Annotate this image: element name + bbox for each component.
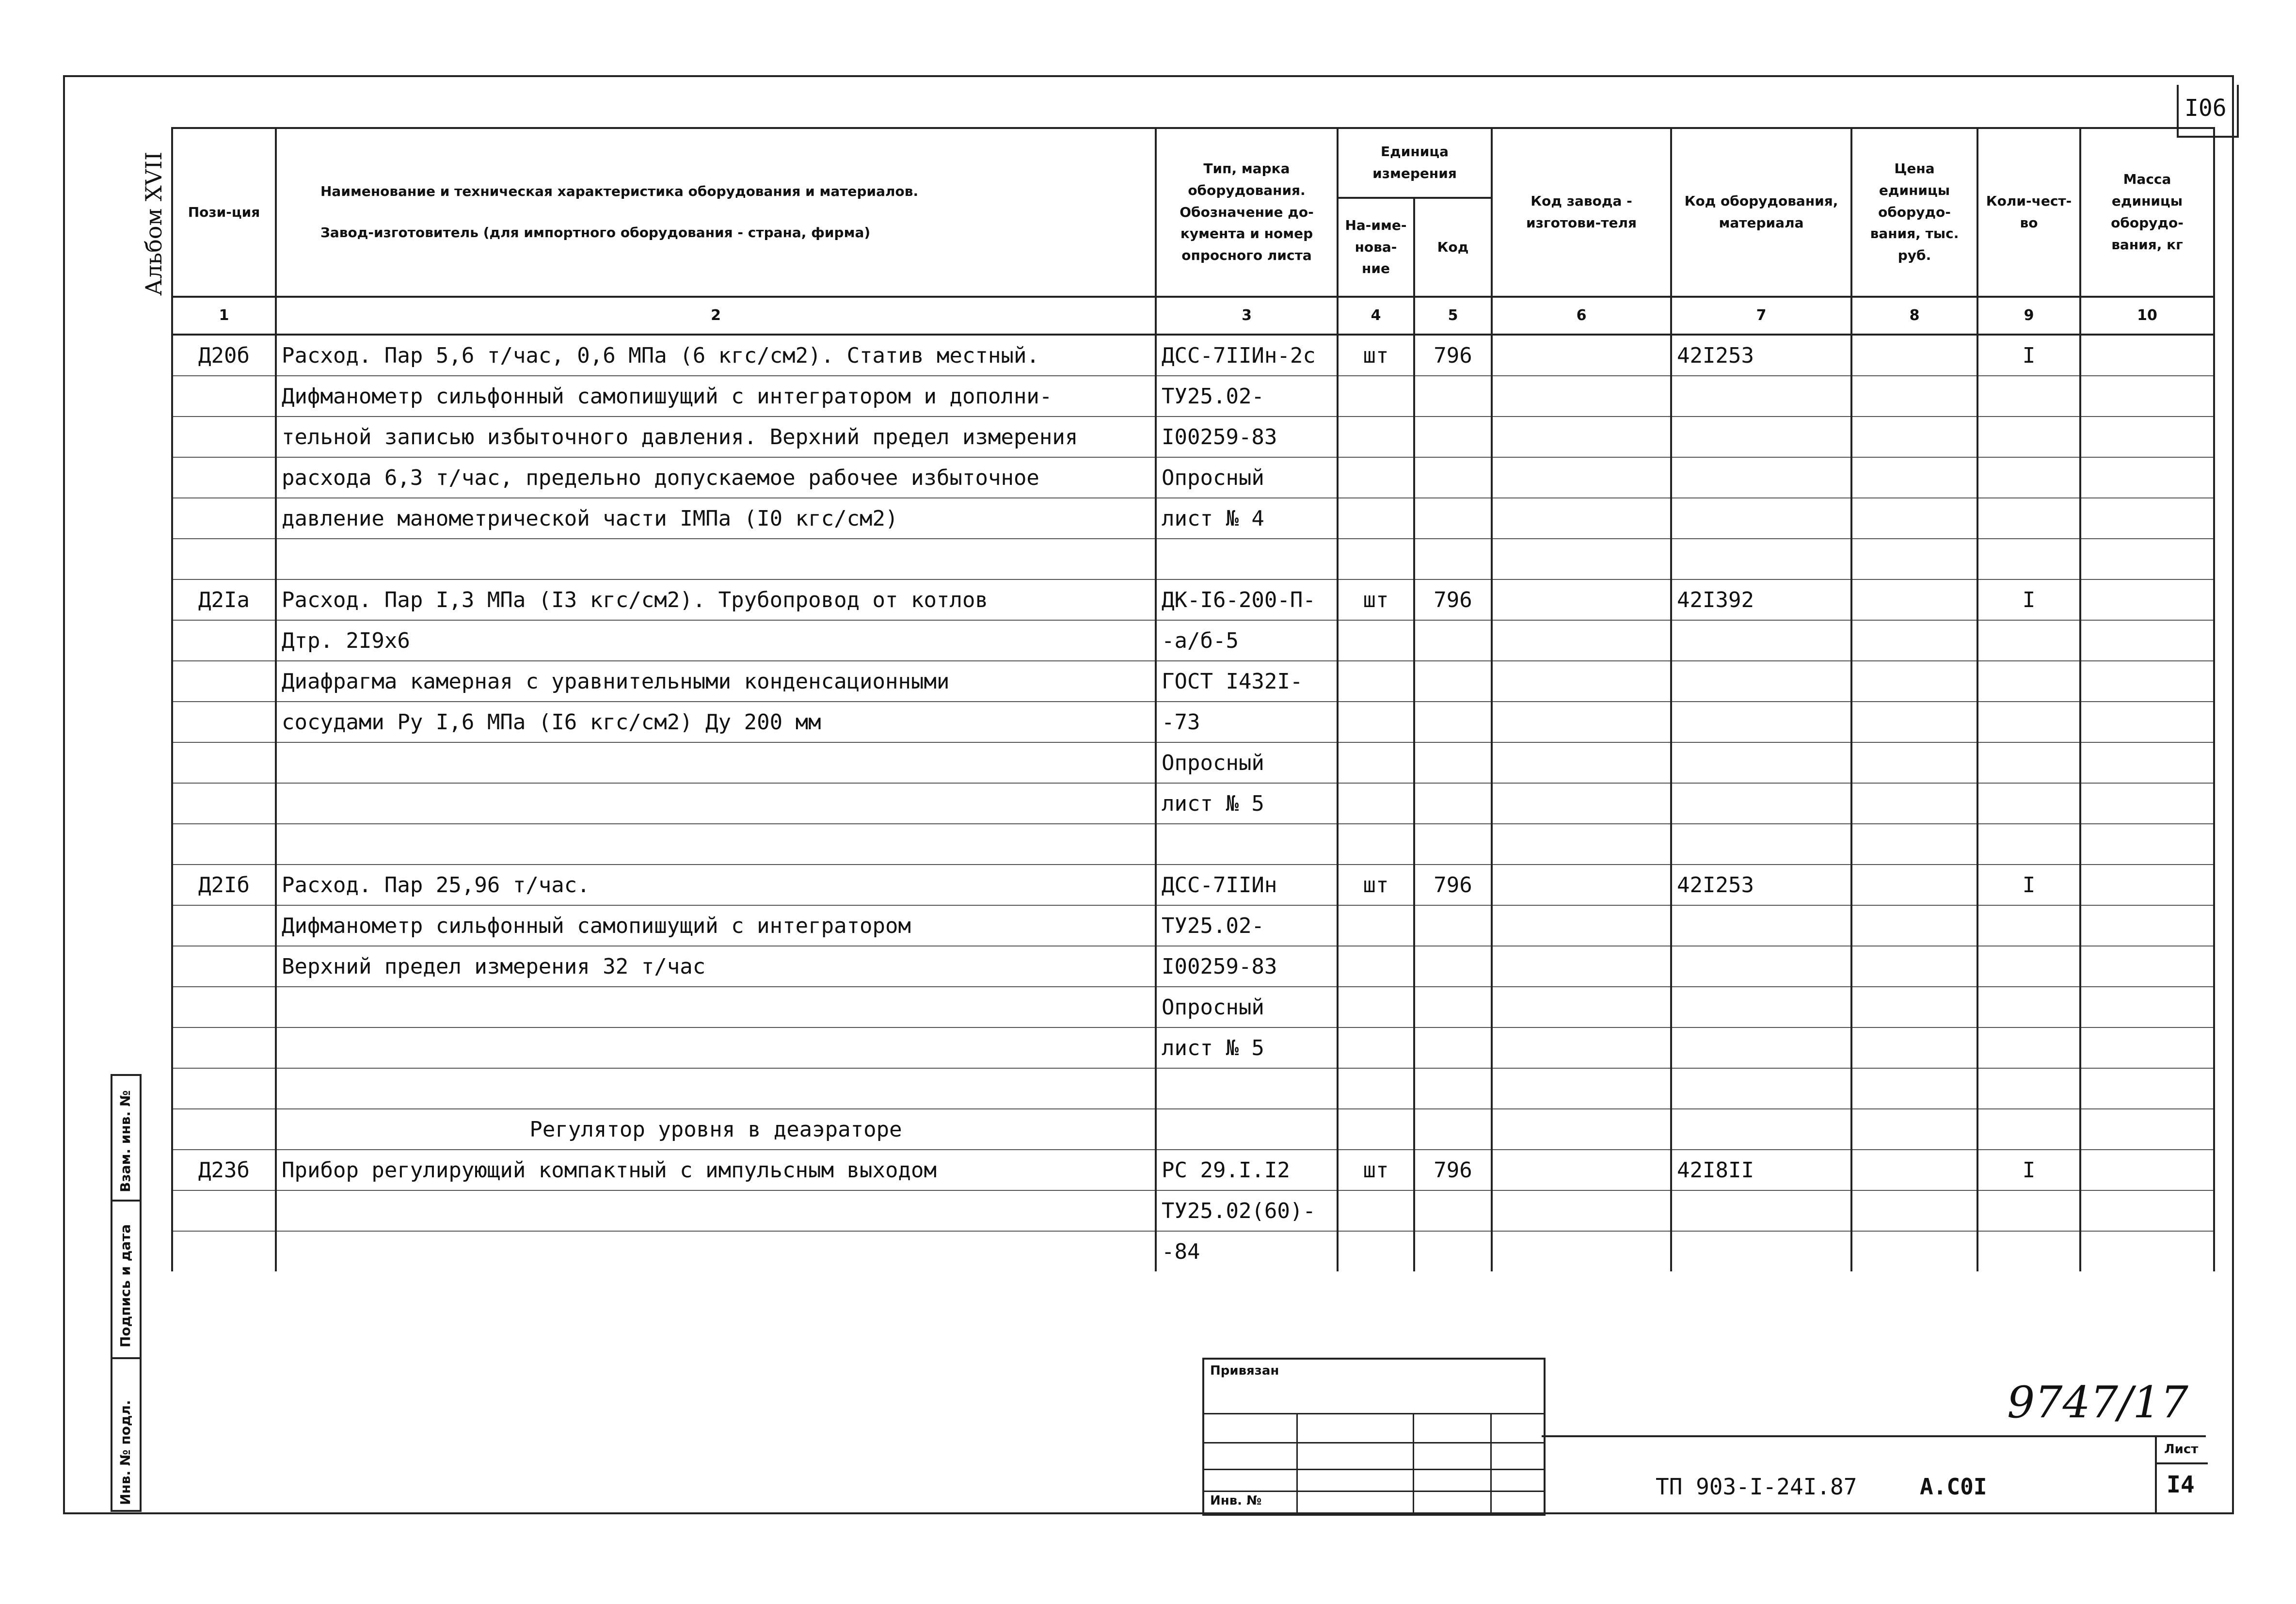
cell-5: [1414, 824, 1492, 865]
cell-4: [1338, 1109, 1414, 1150]
cell-5: 796: [1414, 579, 1492, 620]
cell-2: Регулятор уровня в деаэраторе: [276, 1109, 1156, 1150]
table-row: [172, 702, 2214, 742]
cell-2: Расход. Пар 5,6 т/час, 0,6 МПа (6 кгс/см2). Статив местный.: [276, 335, 1156, 376]
cell-4: [1338, 742, 1414, 783]
col-number: 2: [276, 297, 1156, 335]
cell-8: [1851, 905, 1977, 946]
cell-8: [1851, 1190, 1977, 1231]
cell-8: [1851, 661, 1977, 702]
cell-10: [2080, 824, 2214, 865]
cell-6: [1492, 1190, 1671, 1231]
cell-8: [1851, 335, 1977, 376]
cell-3: [1156, 824, 1338, 865]
col-number: 1: [172, 297, 276, 335]
cell-6: [1492, 417, 1671, 457]
cell-5: [1414, 783, 1492, 824]
table-row: [172, 1109, 2214, 1150]
cell-2: [276, 539, 1156, 579]
cell-3: ТУ25.02-: [1156, 376, 1338, 417]
cell-5: [1414, 457, 1492, 498]
col-number: 9: [1977, 297, 2080, 335]
cell-4: шт: [1338, 335, 1414, 376]
table-row: [172, 987, 2214, 1027]
table-row: [172, 824, 2214, 865]
cell-7: [1671, 742, 1851, 783]
cell-1: [172, 1190, 276, 1231]
cell-3: ДСС-7IIИн-2с: [1156, 335, 1338, 376]
col-number: 7: [1671, 297, 1851, 335]
table-row: [172, 539, 2214, 579]
cell-10: [2080, 1027, 2214, 1068]
cell-9: [1977, 1190, 2080, 1231]
cell-6: [1492, 783, 1671, 824]
cell-8: [1851, 498, 1977, 539]
cell-5: [1414, 905, 1492, 946]
cell-8: [1851, 376, 1977, 417]
cell-1: [172, 1109, 276, 1150]
cell-8: [1851, 987, 1977, 1027]
cell-9: [1977, 498, 2080, 539]
cell-5: [1414, 376, 1492, 417]
cell-3: -73: [1156, 702, 1338, 742]
cell-10: [2080, 661, 2214, 702]
cell-2: [276, 1231, 1156, 1271]
cell-3: [1156, 1109, 1338, 1150]
cell-8: [1851, 417, 1977, 457]
table-row: [172, 946, 2214, 987]
privyazan-label: Привязан: [1210, 1363, 1279, 1378]
cell-1: [172, 1027, 276, 1068]
cell-9: [1977, 824, 2080, 865]
table-row: [172, 1027, 2214, 1068]
cell-7: [1671, 702, 1851, 742]
cell-3: -84: [1156, 1231, 1338, 1271]
side-label-vzam: Взам. инв. №: [117, 1090, 133, 1192]
cell-7: [1671, 620, 1851, 661]
cell-7: [1671, 457, 1851, 498]
album-label: [141, 152, 167, 296]
cell-2: [276, 783, 1156, 824]
header-unit-code: Код: [1414, 198, 1492, 297]
cell-1: [172, 905, 276, 946]
header-qty: Коли-чест-во: [1977, 128, 2080, 297]
cell-2: Расход. Пар I,3 МПа (I3 кгс/см2). Трубопровод от котлов: [276, 579, 1156, 620]
cell-2: [276, 987, 1156, 1027]
col-number: 8: [1851, 297, 1977, 335]
sheet-box: [2155, 1437, 2208, 1514]
cell-9: [1977, 987, 2080, 1027]
cell-6: [1492, 1109, 1671, 1150]
cell-8: [1851, 946, 1977, 987]
cell-5: [1414, 417, 1492, 457]
cell-5: [1414, 1027, 1492, 1068]
cell-4: [1338, 620, 1414, 661]
cell-7: [1671, 417, 1851, 457]
column-number-row: [172, 297, 2214, 335]
table-row: [172, 1190, 2214, 1231]
cell-9: I: [1977, 579, 2080, 620]
cell-7: [1671, 1027, 1851, 1068]
cell-3: Опросный: [1156, 742, 1338, 783]
cell-2: [276, 1027, 1156, 1068]
cell-10: [2080, 946, 2214, 987]
cell-7: 42I253: [1671, 865, 1851, 905]
cell-10: [2080, 742, 2214, 783]
cell-7: [1671, 946, 1851, 987]
cell-10: [2080, 783, 2214, 824]
table-row: [172, 1150, 2214, 1190]
cell-10: [2080, 865, 2214, 905]
cell-6: [1492, 946, 1671, 987]
header-mass: Масса единицы оборудо-вания, кг: [2080, 128, 2214, 297]
cell-10: [2080, 539, 2214, 579]
header-name-line2: Завод-изготовитель (для импортного оборудования - страна, фирма): [320, 225, 871, 241]
table-row: [172, 865, 2214, 905]
table-row: [172, 1068, 2214, 1109]
cell-1: [172, 783, 276, 824]
cell-7: [1671, 376, 1851, 417]
cell-4: [1338, 783, 1414, 824]
cell-5: [1414, 1190, 1492, 1231]
cell-10: [2080, 579, 2214, 620]
cell-6: [1492, 661, 1671, 702]
cell-5: [1414, 1109, 1492, 1150]
cell-1: Д23б: [172, 1150, 276, 1190]
table-row: [172, 905, 2214, 946]
cell-4: [1338, 1027, 1414, 1068]
cell-2: Расход. Пар 25,96 т/час.: [276, 865, 1156, 905]
cell-4: [1338, 702, 1414, 742]
cell-2: Дифманометр сильфонный самопишущий с интегратором: [276, 905, 1156, 946]
cell-8: [1851, 1150, 1977, 1190]
cell-6: [1492, 905, 1671, 946]
cell-1: [172, 946, 276, 987]
cell-9: [1977, 702, 2080, 742]
cell-6: [1492, 865, 1671, 905]
table-row: [172, 579, 2214, 620]
col-number: 10: [2080, 297, 2214, 335]
header-unit-name: На-име-нова-ние: [1338, 198, 1414, 297]
side-label-podpis: Подпись и дата: [117, 1224, 133, 1347]
cell-7: [1671, 1231, 1851, 1271]
cell-6: [1492, 987, 1671, 1027]
cell-6: [1492, 742, 1671, 783]
cell-1: [172, 987, 276, 1027]
cell-7: [1671, 987, 1851, 1027]
cell-4: [1338, 905, 1414, 946]
cell-3: -а/б-5: [1156, 620, 1338, 661]
col-number: 4: [1338, 297, 1414, 335]
header-unit: Единица измерения: [1338, 128, 1492, 198]
col-number: 3: [1156, 297, 1338, 335]
cell-1: [172, 742, 276, 783]
cell-5: [1414, 1231, 1492, 1271]
cell-6: [1492, 498, 1671, 539]
cell-5: [1414, 702, 1492, 742]
cell-6: [1492, 1150, 1671, 1190]
cell-5: [1414, 661, 1492, 702]
cell-2: [276, 824, 1156, 865]
header-type: Тип, марка оборудования. Обозначение до-кумента и номер опросного листа: [1156, 128, 1338, 297]
cell-3: РС 29.I.I2: [1156, 1150, 1338, 1190]
cell-2: [276, 1190, 1156, 1231]
inv-no-label: Инв. №: [1210, 1493, 1262, 1508]
cell-8: [1851, 865, 1977, 905]
table-row: [172, 498, 2214, 539]
cell-6: [1492, 457, 1671, 498]
cell-4: шт: [1338, 1150, 1414, 1190]
cell-10: [2080, 417, 2214, 457]
cell-1: [172, 376, 276, 417]
col-number: 5: [1414, 297, 1492, 335]
cell-2: давление манометрической части IМПа (I0 кгс/см2): [276, 498, 1156, 539]
cell-9: I: [1977, 335, 2080, 376]
cell-3: ГОСТ I432I-: [1156, 661, 1338, 702]
cell-10: [2080, 1109, 2214, 1150]
cell-9: I: [1977, 1150, 2080, 1190]
cell-8: [1851, 1109, 1977, 1150]
cell-4: [1338, 824, 1414, 865]
cell-4: [1338, 987, 1414, 1027]
cell-5: 796: [1414, 1150, 1492, 1190]
table-row: [172, 620, 2214, 661]
cell-10: [2080, 376, 2214, 417]
cell-10: [2080, 498, 2214, 539]
cell-9: [1977, 417, 2080, 457]
cell-6: [1492, 702, 1671, 742]
cell-3: лист № 5: [1156, 783, 1338, 824]
cell-4: [1338, 376, 1414, 417]
cell-10: [2080, 620, 2214, 661]
cell-6: [1492, 376, 1671, 417]
cell-8: [1851, 824, 1977, 865]
cell-9: I: [1977, 865, 2080, 905]
table-row: [172, 457, 2214, 498]
cell-5: [1414, 742, 1492, 783]
sheet-number: I4: [2167, 1471, 2195, 1498]
table-row: [172, 335, 2214, 376]
cell-6: [1492, 579, 1671, 620]
cell-9: [1977, 457, 2080, 498]
cell-5: [1414, 946, 1492, 987]
cell-2: Верхний предел измерения 32 т/час: [276, 946, 1156, 987]
cell-10: [2080, 1190, 2214, 1231]
cell-6: [1492, 335, 1671, 376]
cell-1: [172, 824, 276, 865]
cell-2: расхода 6,3 т/час, предельно допускаемое рабочее избыточное: [276, 457, 1156, 498]
cell-6: [1492, 1231, 1671, 1271]
cell-10: [2080, 335, 2214, 376]
cell-4: шт: [1338, 865, 1414, 905]
header-name-line1: Наименование и техническая характеристика оборудования и материалов.: [320, 183, 919, 200]
side-label-inv: Инв. № подл.: [117, 1400, 133, 1505]
cell-6: [1492, 1068, 1671, 1109]
cell-8: [1851, 783, 1977, 824]
cell-10: [2080, 1231, 2214, 1271]
cell-7: [1671, 661, 1851, 702]
cell-4: [1338, 946, 1414, 987]
cell-3: ДСС-7IIИн: [1156, 865, 1338, 905]
cell-7: 42I253: [1671, 335, 1851, 376]
header-row-1: [172, 128, 2214, 198]
cell-3: I00259-83: [1156, 417, 1338, 457]
cell-7: [1671, 539, 1851, 579]
header-position: Пози-ция: [172, 128, 276, 297]
header-price: Цена единицы оборудо-вания, тыс. руб.: [1851, 128, 1977, 297]
cell-9: [1977, 1027, 2080, 1068]
cell-4: [1338, 498, 1414, 539]
cell-6: [1492, 1027, 1671, 1068]
cell-1: Д2Iб: [172, 865, 276, 905]
table-row: [172, 1231, 2214, 1271]
cell-5: [1414, 987, 1492, 1027]
cell-5: 796: [1414, 865, 1492, 905]
cell-7: [1671, 498, 1851, 539]
sheet-label: Лист: [2164, 1442, 2199, 1457]
cell-8: [1851, 579, 1977, 620]
cell-6: [1492, 824, 1671, 865]
table-row: [172, 783, 2214, 824]
cell-9: [1977, 1109, 2080, 1150]
cell-8: [1851, 1231, 1977, 1271]
cell-2: Дтр. 2I9х6: [276, 620, 1156, 661]
cell-2: сосудами Ру I,6 МПа (I6 кгс/см2) Ду 200 мм: [276, 702, 1156, 742]
doc-code: ТП 903-I-24I.87: [1656, 1474, 1857, 1500]
cell-4: [1338, 457, 1414, 498]
cell-8: [1851, 1068, 1977, 1109]
cell-10: [2080, 1150, 2214, 1190]
cell-4: [1338, 661, 1414, 702]
cell-9: [1977, 946, 2080, 987]
table-row: [172, 376, 2214, 417]
cell-10: [2080, 905, 2214, 946]
cell-1: Д2Iа: [172, 579, 276, 620]
page-number: I06: [2184, 95, 2227, 122]
cell-4: [1338, 1068, 1414, 1109]
cell-3: лист № 4: [1156, 498, 1338, 539]
cell-3: ДК-I6-200-П-: [1156, 579, 1338, 620]
cell-1: [172, 620, 276, 661]
cell-1: Д20б: [172, 335, 276, 376]
cell-4: шт: [1338, 579, 1414, 620]
spec-body: [172, 335, 2214, 1271]
cell-2: тельной записью избыточного давления. Верхний предел измерения: [276, 417, 1156, 457]
cell-1: [172, 457, 276, 498]
cell-9: [1977, 1068, 2080, 1109]
cell-9: [1977, 376, 2080, 417]
cell-1: [172, 539, 276, 579]
cell-3: ТУ25.02-: [1156, 905, 1338, 946]
cell-6: [1492, 620, 1671, 661]
cell-7: [1671, 1190, 1851, 1231]
handwritten-number-text: 9747/17: [2007, 1377, 2188, 1428]
cell-5: [1414, 498, 1492, 539]
album-code: А.С0I: [1920, 1474, 1987, 1500]
spec-table: [171, 127, 2215, 1271]
header-factory-code: Код завода - изготови-теля: [1492, 128, 1671, 297]
cell-10: [2080, 1068, 2214, 1109]
cell-7: [1671, 824, 1851, 865]
handwritten-number: [2007, 1377, 2188, 1428]
cell-9: [1977, 783, 2080, 824]
cell-8: [1851, 1027, 1977, 1068]
cell-1: [172, 1231, 276, 1271]
col-number: 6: [1492, 297, 1671, 335]
cell-3: лист № 5: [1156, 1027, 1338, 1068]
cell-7: 42I392: [1671, 579, 1851, 620]
cell-1: [172, 1068, 276, 1109]
cell-1: [172, 417, 276, 457]
cell-7: 42I8II: [1671, 1150, 1851, 1190]
cell-3: [1156, 1068, 1338, 1109]
cell-5: 796: [1414, 335, 1492, 376]
cell-9: [1977, 539, 2080, 579]
cell-10: [2080, 987, 2214, 1027]
cell-4: [1338, 417, 1414, 457]
cell-4: [1338, 1231, 1414, 1271]
table-row: [172, 742, 2214, 783]
header-equip-code: Код оборудования, материала: [1671, 128, 1851, 297]
cell-2: Дифманометр сильфонный самопишущий с интегратором и дополни-: [276, 376, 1156, 417]
cell-7: [1671, 905, 1851, 946]
cell-3: Опросный: [1156, 987, 1338, 1027]
cell-3: Опросный: [1156, 457, 1338, 498]
cell-8: [1851, 457, 1977, 498]
cell-10: [2080, 457, 2214, 498]
album-label-text: Альбом XVII: [141, 151, 167, 296]
cell-5: [1414, 620, 1492, 661]
table-row: [172, 417, 2214, 457]
cell-2: Прибор регулирующий компактный с импульсным выходом: [276, 1150, 1156, 1190]
title-block: [1542, 1435, 2206, 1514]
privyazan-stamp: [1202, 1358, 1546, 1516]
cell-4: [1338, 1190, 1414, 1231]
cell-6: [1492, 539, 1671, 579]
cell-9: [1977, 1231, 2080, 1271]
side-stamp: [111, 1074, 142, 1512]
cell-3: I00259-83: [1156, 946, 1338, 987]
cell-7: [1671, 783, 1851, 824]
cell-8: [1851, 702, 1977, 742]
cell-1: [172, 702, 276, 742]
cell-1: [172, 498, 276, 539]
cell-8: [1851, 742, 1977, 783]
header-name: [276, 128, 1156, 297]
cell-5: [1414, 1068, 1492, 1109]
cell-7: [1671, 1068, 1851, 1109]
cell-7: [1671, 1109, 1851, 1150]
cell-3: [1156, 539, 1338, 579]
cell-9: [1977, 661, 2080, 702]
cell-4: [1338, 539, 1414, 579]
table-row: [172, 661, 2214, 702]
cell-2: [276, 742, 1156, 783]
cell-9: [1977, 620, 2080, 661]
cell-2: [276, 1068, 1156, 1109]
cell-8: [1851, 539, 1977, 579]
cell-8: [1851, 620, 1977, 661]
cell-10: [2080, 702, 2214, 742]
cell-1: [172, 661, 276, 702]
cell-9: [1977, 905, 2080, 946]
cell-5: [1414, 539, 1492, 579]
cell-2: Диафрагма камерная с уравнительными конденсационными: [276, 661, 1156, 702]
cell-3: ТУ25.02(60)-: [1156, 1190, 1338, 1231]
cell-9: [1977, 742, 2080, 783]
